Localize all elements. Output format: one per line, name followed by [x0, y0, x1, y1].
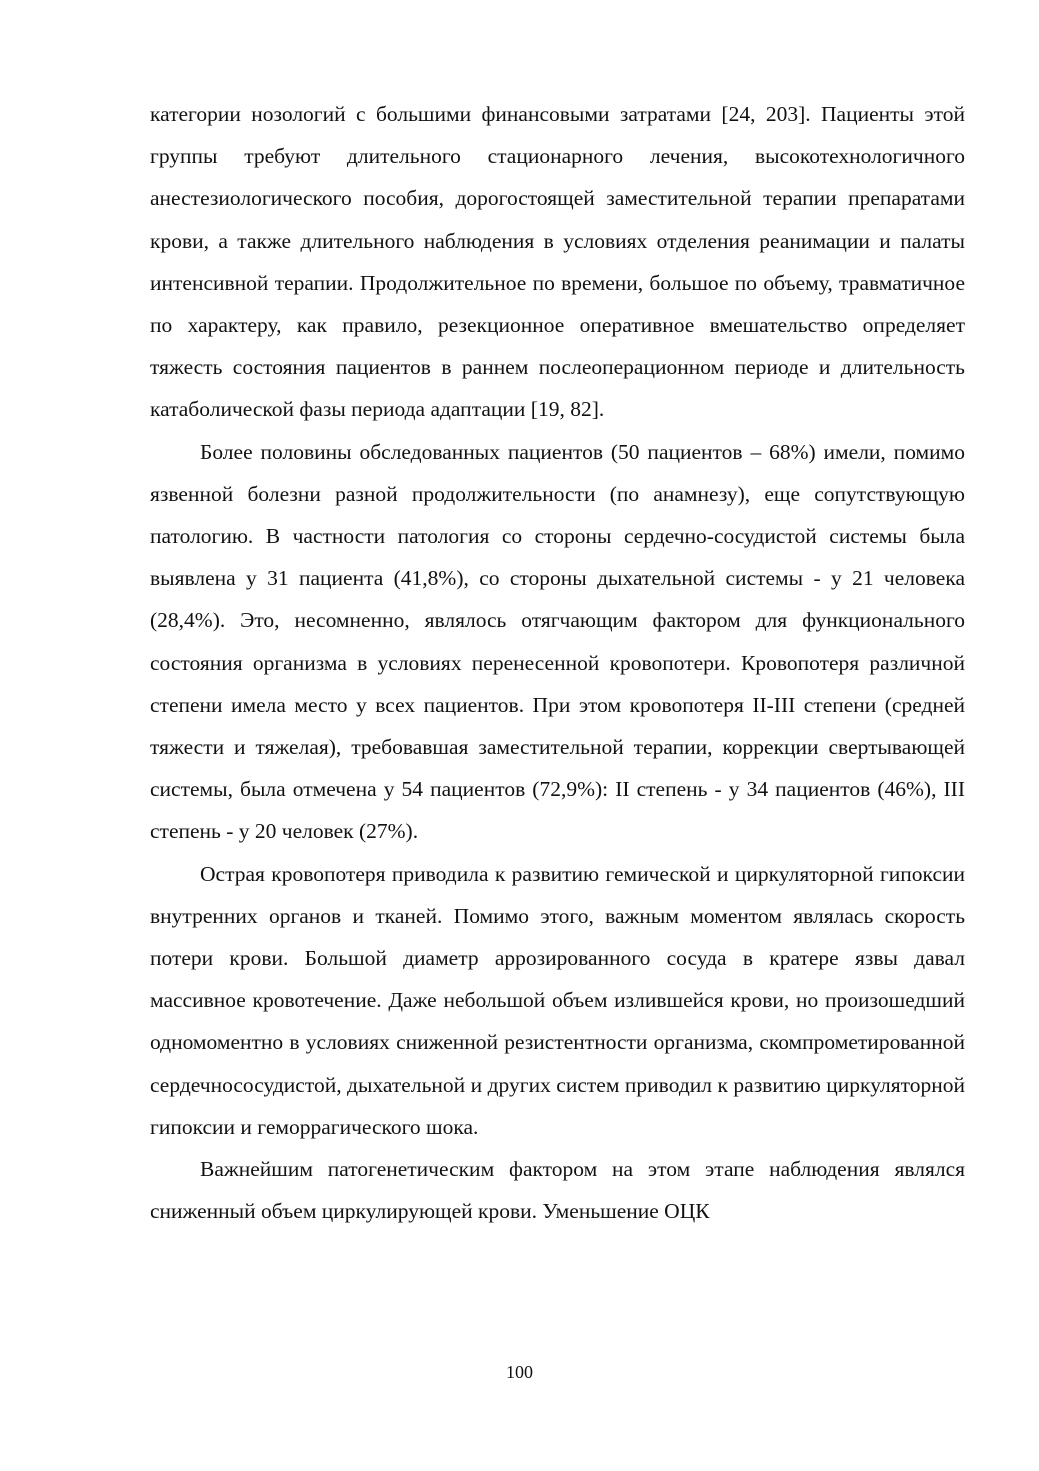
paragraph-3: Острая кровопотеря приводила к развитию гемической и циркуляторной гипоксии внутренних органов и тканей. Помимо этого, важным моментом являлась скорость потери крови. Большой диаметр аррозированного сосуда в кратере язвы давал массивное кровотечение. Даже небольшой объем излившейся крови, но произошедший одномоментно в условиях сниженной резистентности организма, скомпрометированной сердечнососудистой, дыхательной и других систем приводил к развитию циркуляторной гипоксии и геморрагического шока. — [150, 861, 965, 1139]
page-number: 100 — [506, 1362, 533, 1382]
paragraph-2: Более половины обследованных пациентов (50 пациентов – 68%) имели, помимо язвенной болезни разной продолжительности (по анамнезу), еще сопутствующую патологию. В частности патология со стороны сердечно-сосудистой системы была выявлена у 31 пациента (41,8%), со стороны дыхательной системы - у 21 человека (28,4%). Это, несомненно, являлось отягчающим фактором для функционального состояния организма в условиях перенесенной кровопотери. Кровопотеря различной степени имела место у всех пациентов. При этом кровопотеря II-III степени (средней тяжести и тяжелая), требовавшая заместительной терапии, коррекции свертывающей системы, была отмечена у 54 пациентов (72,9%): II степень - у 34 пациентов (46%), III степень - у 20 человек (27%). — [150, 439, 965, 844]
paragraph-4: Важнейшим патогенетическим фактором на этом этапе наблюдения являлся сниженный объем циркулирующей крови. Уменьшение ОЦК — [150, 1157, 965, 1224]
paragraph-1: категории нозологий с большими финансовыми затратами [24, 203]. Пациенты этой группы требуют длительного стационарного лечения, высокотехнологичного анестезиологического пособия, дорогостоящей заместительной терапии препаратами крови, а также длительного наблюдения в условиях отделения реанимации и палаты интенсивной терапии. Продолжительное по времени, большое по объему, травматичное по характеру, как правило, резекционное оперативное вмешательство определяет тяжесть состояния пациентов в раннем послеоперационном периоде и длительность катаболической фазы периода адаптации [19, 82]. — [150, 102, 965, 422]
document-body — [150, 93, 965, 1232]
